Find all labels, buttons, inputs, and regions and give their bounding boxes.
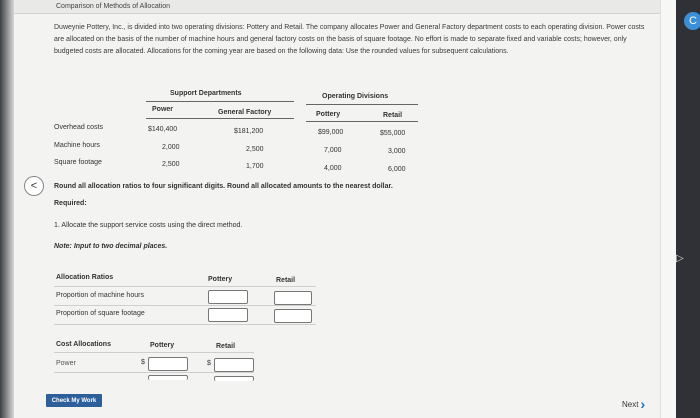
col-power: Power (152, 106, 174, 113)
cell-mh-pottery: 7,000 (324, 147, 342, 154)
cell-overhead-general: $181,200 (234, 128, 264, 135)
cell-mh-general: 2,500 (246, 146, 264, 153)
cell-sf-general: 1,700 (246, 163, 264, 170)
cell-overhead-retail: $55,000 (380, 130, 406, 137)
back-button[interactable] (24, 176, 44, 196)
power-allocation-pottery-input[interactable] (148, 357, 188, 371)
cell-sf-retail: 6,000 (388, 166, 406, 173)
input-note: Note: Input to two decimal places. (54, 243, 168, 250)
costs-rule-top (54, 352, 254, 353)
col-pottery: Pottery (316, 111, 341, 118)
operating-divisions-header: Operating Divisions (322, 93, 389, 100)
required-label: Required: (54, 200, 87, 207)
chevron-right-icon: › (640, 396, 646, 412)
col-general-factory: General Factory (218, 109, 272, 116)
cell-overhead-pottery: $99,000 (318, 129, 344, 136)
problem-intro: Duweynie Pottery, Inc., is divided into two operating divisions: Pottery and Retail. The company allocates Power and General Factory department costs to each operating division. Power costs are allocated on the basis of the number of machine hours and general factory costs on the basis of square footage. No effort is made to separate fixed and variable costs; however, only budgeted costs are allocated. Allocations for the coming year are based on the following data: Use the rounded values for subsequent calculations. (54, 24, 645, 55)
ratios-col-retail: Retail (276, 277, 296, 284)
next-row-retail-input[interactable] (214, 376, 254, 381)
ratios-rule-bottom (54, 324, 316, 325)
chevron-left-icon: < (30, 180, 38, 192)
costs-currency-retail: $ (207, 360, 211, 367)
header-rule-operating (306, 121, 418, 122)
cell-mh-power: 2,000 (162, 144, 180, 151)
cost-allocations-title: Cost Allocations (56, 341, 111, 348)
ratios-rule-top (54, 286, 316, 287)
cell-mh-retail: 3,000 (388, 148, 406, 155)
power-allocation-retail-input[interactable] (214, 358, 254, 372)
costs-rule-bottom (54, 372, 254, 373)
doc-title: Comparison of Methods of Allocation (56, 3, 171, 10)
rounding-note: Round all allocation ratios to four significant digits. Round all allocated amounts to the nearest dollar. (54, 183, 393, 190)
operating-underline (306, 104, 418, 105)
help-badge-icon[interactable]: C (684, 12, 700, 30)
check-my-work-button[interactable]: Check My Work (46, 394, 102, 407)
right-panel (660, 0, 677, 418)
right-bezel (676, 0, 700, 418)
allocation-ratios-title: Allocation Ratios (56, 274, 114, 281)
left-bezel (0, 0, 14, 418)
ratio-square-footage-retail-input[interactable] (274, 309, 312, 323)
ratios-rule-mid (54, 305, 316, 306)
ratios-row-square-footage: Proportion of square footage (56, 310, 145, 317)
question-1: 1. Allocate the support service costs using the direct method. (54, 222, 243, 229)
costs-row-power: Power (56, 360, 76, 367)
header-rule-support (146, 118, 294, 119)
ratio-square-footage-pottery-input[interactable] (208, 308, 248, 322)
next-row-pottery-input[interactable] (148, 375, 188, 380)
ratios-col-pottery: Pottery (208, 276, 233, 283)
next-button[interactable] (622, 396, 646, 412)
ratio-machine-hours-pottery-input[interactable] (208, 290, 248, 304)
costs-col-retail: Retail (216, 343, 236, 350)
cursor-icon: ▷ (676, 253, 684, 264)
costs-currency-pottery: $ (141, 359, 145, 366)
col-retail: Retail (383, 112, 403, 119)
row-label-overhead: Overhead costs (54, 124, 104, 131)
support-underline (146, 101, 294, 102)
row-label-machine-hours: Machine hours (54, 142, 100, 149)
support-departments-header: Support Departments (170, 90, 242, 97)
row-label-square-footage: Square footage (54, 159, 102, 166)
next-label: Next (622, 399, 639, 409)
cell-overhead-power: $140,400 (148, 126, 178, 133)
costs-col-pottery: Pottery (150, 342, 175, 349)
ratios-row-machine-hours: Proportion of machine hours (56, 292, 144, 299)
cell-sf-power: 2,500 (162, 161, 180, 168)
ratio-machine-hours-retail-input[interactable] (274, 291, 312, 305)
cell-sf-pottery: 4,000 (324, 165, 342, 172)
